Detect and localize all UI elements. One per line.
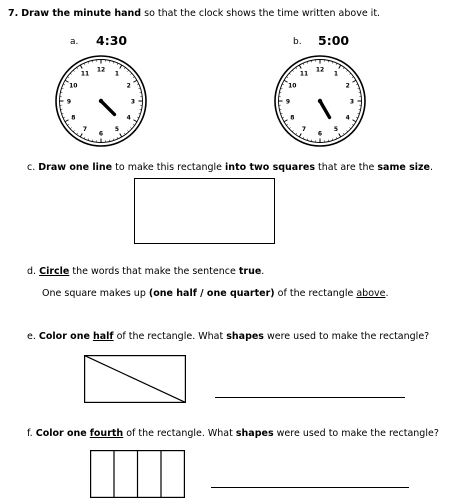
part-b-time: 5:00 — [318, 33, 350, 48]
part-f-label: f. — [27, 428, 33, 439]
part-c-label: c. — [27, 162, 36, 173]
part-e-text-5: were used to make the rectangle? — [267, 331, 430, 342]
part-e-instruction — [27, 332, 429, 342]
sentence-text-1: One square makes up — [42, 288, 146, 299]
clock-numeral: 1 — [114, 70, 120, 78]
rectangle-e-with-diagonal[interactable] — [84, 355, 186, 403]
part-d-text-3: true — [238, 266, 262, 277]
rectangle-f-four-parts[interactable] — [90, 450, 185, 498]
clock-center-pin — [318, 99, 322, 103]
part-d-text-2: the words that make the sentence — [72, 266, 236, 277]
clock-numeral: 1 — [333, 70, 339, 78]
part-d-sentence — [42, 289, 389, 299]
part-f-text-4: shapes — [235, 428, 274, 439]
part-e-label: e. — [27, 331, 36, 342]
rectangle-c-drawing-area[interactable] — [134, 178, 275, 244]
sentence-text-3: of the rectangle — [277, 288, 354, 299]
part-a-time: 4:30 — [96, 33, 128, 48]
part-c-instruction — [27, 163, 433, 173]
part-f-text-5: were used to make the rectangle? — [276, 428, 439, 439]
clock-numeral: 7 — [82, 126, 88, 134]
part-e-text-2: half — [92, 331, 114, 342]
clock-numeral: 11 — [299, 70, 309, 78]
clock-numeral: 9 — [66, 98, 72, 106]
instruction-bold: Draw the minute hand — [21, 8, 142, 19]
question-7-header — [8, 9, 380, 19]
clock-numeral: 6 — [317, 130, 323, 138]
clock-numeral: 4 — [345, 114, 350, 122]
clock-numeral: 2 — [126, 82, 131, 90]
part-f-instruction — [27, 429, 439, 439]
clock-numeral: 2 — [345, 82, 350, 90]
answer-line-f[interactable] — [211, 487, 409, 488]
clock-numeral: 9 — [285, 98, 291, 106]
answer-line-e[interactable] — [215, 397, 405, 398]
instruction-rest: so that the clock shows the time written above it. — [144, 8, 381, 19]
part-f-text-1: Color one — [35, 428, 87, 439]
part-e-text-3: of the rectangle. What — [116, 331, 224, 342]
part-f-text-3: of the rectangle. What — [126, 428, 233, 439]
part-a-label: a. — [70, 37, 79, 47]
part-d-text-1: Circle — [39, 266, 70, 277]
clock-face-a[interactable] — [54, 54, 148, 148]
clock-face-b[interactable] — [273, 54, 367, 148]
clock-numeral: 8 — [290, 114, 295, 122]
part-e-text-1: Color one — [38, 331, 90, 342]
question-number: 7. — [8, 8, 19, 19]
part-d-label: d. — [27, 266, 37, 277]
sentence-choices[interactable]: (one half / one quarter) — [148, 288, 275, 299]
sentence-text-5: . — [385, 288, 389, 299]
part-c-text-2: to make this rectangle — [115, 162, 223, 173]
part-e-text-4: shapes — [226, 331, 264, 342]
part-c-text-5: same size — [377, 162, 430, 173]
part-c-text-3: into two squares — [225, 162, 316, 173]
clock-numeral: 5 — [114, 126, 120, 134]
sentence-text-4: above — [356, 288, 386, 299]
part-c-text-6: . — [429, 162, 434, 173]
clock-numeral: 4 — [126, 114, 131, 122]
part-d-text-4: . — [261, 266, 265, 277]
part-c-text-4: that are the — [318, 162, 375, 173]
clock-numeral: 12 — [96, 66, 106, 74]
rectangle-e-diagonal — [85, 356, 186, 403]
clock-numeral: 12 — [315, 66, 325, 74]
clock-center-pin — [99, 99, 103, 103]
clock-numeral: 10 — [288, 82, 297, 90]
part-b-label: b. — [293, 37, 302, 47]
part-c-text-1: Draw one line — [38, 162, 113, 173]
clock-numeral: 10 — [69, 82, 78, 90]
clock-numeral: 8 — [71, 114, 76, 122]
clock-numeral: 7 — [301, 126, 307, 134]
clock-numeral: 3 — [130, 98, 136, 106]
clock-numeral: 6 — [98, 130, 104, 138]
clock-numeral: 11 — [80, 70, 90, 78]
part-f-text-2: fourth — [89, 428, 124, 439]
clock-numeral: 5 — [333, 126, 339, 134]
clock-numeral: 3 — [349, 98, 355, 106]
part-d-instruction — [27, 267, 264, 277]
